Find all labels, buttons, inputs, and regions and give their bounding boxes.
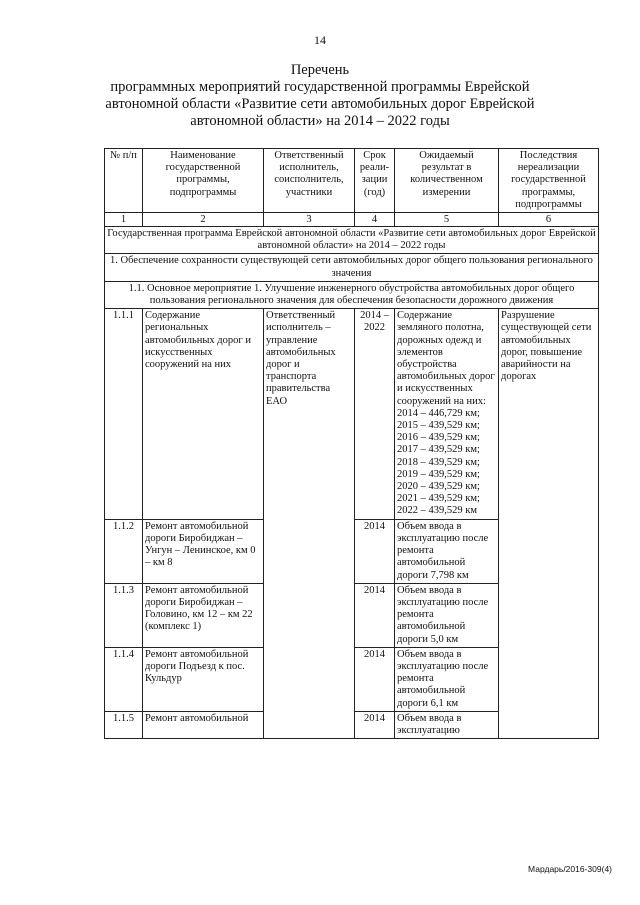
result-year-line: 2016 – 439,529 км; <box>397 432 480 444</box>
result-year-line: 2014 – 446,729 км; <box>397 407 480 419</box>
section-title-cell: 1. Обеспечение сохранности существующей сети автомобильных дорог общего пользования регионального значения <box>105 254 599 281</box>
program-measures-table <box>104 148 599 739</box>
document-title <box>90 62 550 130</box>
row-result: Объем ввода в эксплуатацию после ремонта автомобильной дороги 7,798 км <box>395 519 499 583</box>
column-number-row <box>105 213 599 227</box>
subsection-row <box>105 281 599 308</box>
consequence-cell: Разрушение существующей сети автомобильных дорог, повышение аварийности на дорогах <box>499 309 599 739</box>
row-term: 2014 <box>355 647 395 711</box>
page-number: 14 <box>314 33 326 47</box>
document-code: Мардарь/2016-309(4) <box>528 864 612 874</box>
title-line-2: программных мероприятий государственной программы Еврейской <box>110 79 530 95</box>
column-number: 4 <box>355 213 395 227</box>
row-number: 1.1.3 <box>105 583 143 647</box>
subsection-title-cell: 1.1. Основное мероприятие 1. Улучшение инженерного обустройства автомобильных дорог общего пользования регионального значения для обеспечения безопасности дорожного движения <box>105 281 599 308</box>
row-name: Ремонт автомобильной дороги Биробиджан – Головино, км 12 – км 22 (комплекс 1) <box>143 583 264 647</box>
column-number: 2 <box>143 213 264 227</box>
table-row <box>105 309 599 519</box>
result-year-line: 2017 – 439,529 км; <box>397 444 480 456</box>
row-name: Ремонт автомобильной дороги Подъезд к пос. Кульдур <box>143 647 264 711</box>
result-year-line: 2022 – 439,529 км <box>397 505 477 517</box>
row-number: 1.1.4 <box>105 647 143 711</box>
row-result-text: Содержание земляного полотна, дорожных одежд и элементов обустройства автомобильных дорог и искусственных сооружений на них: <box>397 310 495 407</box>
row-name: Ремонт автомобильной <box>143 711 264 738</box>
row-result: Объем ввода в эксплуатацию <box>395 711 499 738</box>
row-name: Ремонт автомобильной дороги Биробиджан – Унгун – Ленинское, км 0 – км 8 <box>143 519 264 583</box>
result-year-line: 2021 – 439,529 км; <box>397 493 480 505</box>
row-result: Объем ввода в эксплуатацию после ремонта автомобильной дороги 5,0 км <box>395 583 499 647</box>
program-title-cell: Государственная программа Еврейской автономной области «Развитие сети автомобильных дорог Еврейской автономной области» на 2014 – 2022 годы <box>105 227 599 254</box>
header-expected-result: Ожидаемый результат в количественном измерении <box>395 149 499 213</box>
section-row <box>105 254 599 281</box>
result-year-line: 2015 – 439,529 км; <box>397 420 480 432</box>
row-name: Содержание региональных автомобильных дорог и искусственных сооружений на них <box>143 309 264 519</box>
row-number: 1.1.1 <box>105 309 143 519</box>
responsible-cell: Ответственный исполнитель – управление автомобильных дорог и транспорта правительства ЕАО <box>264 309 355 739</box>
row-term: 2014 – 2022 <box>355 309 395 519</box>
header-responsible: Ответственный исполнитель, соисполнитель, участники <box>264 149 355 213</box>
row-number: 1.1.5 <box>105 711 143 738</box>
row-term: 2014 <box>355 519 395 583</box>
program-row <box>105 227 599 254</box>
column-number: 5 <box>395 213 499 227</box>
column-number: 6 <box>499 213 599 227</box>
column-number: 3 <box>264 213 355 227</box>
row-term: 2014 <box>355 583 395 647</box>
title-line-3: автономной области «Развитие сети автомобильных дорог Еврейской <box>105 96 535 112</box>
row-number: 1.1.2 <box>105 519 143 583</box>
row-result <box>395 309 499 519</box>
row-term: 2014 <box>355 711 395 738</box>
result-year-line: 2018 – 439,529 км; <box>397 456 480 468</box>
header-term: Срок реали-зации (год) <box>355 149 395 213</box>
title-line-4: автономной области» на 2014 – 2022 годы <box>190 113 450 129</box>
column-number: 1 <box>105 213 143 227</box>
header-number: № п/п <box>105 149 143 213</box>
header-consequences: Последствия нереализации государственной программы, подпрограммы <box>499 149 599 213</box>
header-name: Наименование государственной программы, подпрограммы <box>143 149 264 213</box>
result-year-line: 2020 – 439,529 км; <box>397 481 480 493</box>
result-year-line: 2019 – 439,529 км; <box>397 468 480 480</box>
table-header-row <box>105 149 599 213</box>
title-line-1: Перечень <box>290 62 350 78</box>
row-result: Объем ввода в эксплуатацию после ремонта автомобильной дороги 6,1 км <box>395 647 499 711</box>
